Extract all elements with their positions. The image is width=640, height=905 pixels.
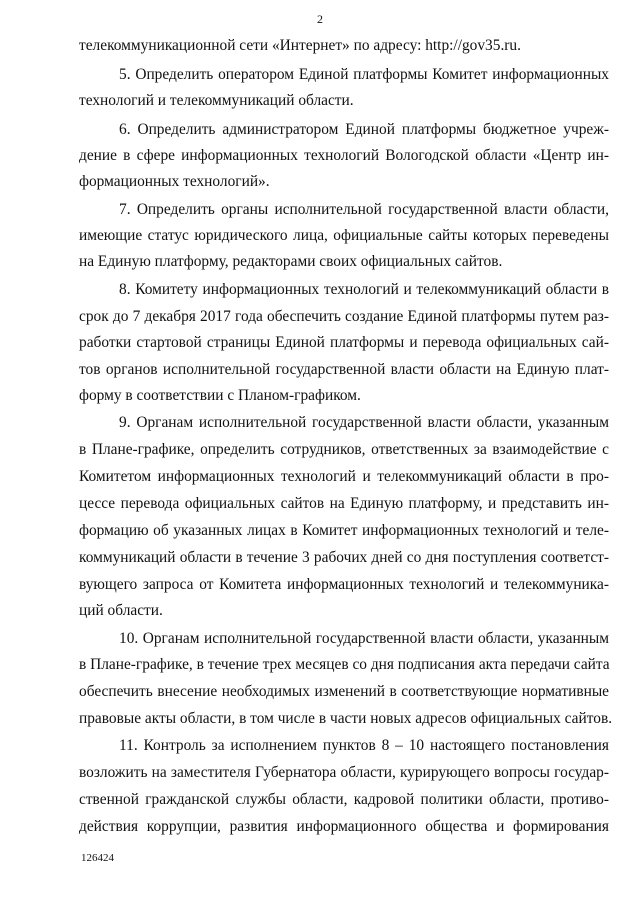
document-code: 126424	[81, 852, 114, 864]
text-line: 9. Органам исполнительной государственной власти области, указанным	[119, 414, 609, 431]
text-line: срок до 7 декабря 2017 года обеспечить создание Единой платформы путем раз-	[79, 308, 609, 325]
text-line: 11. Контроль за исполнением пунктов 8 – 10 настоящего постановления	[119, 737, 609, 754]
text-line: имеющие статус юридического лица, официальные сайты которых переведены	[79, 227, 609, 244]
text-line: правовые акты области, в том числе в части новых адресов официальных сайтов.	[79, 710, 613, 727]
text-line: 6. Определить администратором Единой платформы бюджетное учреж-	[119, 121, 609, 138]
text-line: форму в соответствии с Планом-графиком.	[79, 387, 361, 404]
page-number: 2	[317, 12, 323, 26]
text-line: в Плане-графике, определить сотрудников, ответственных за взаимодействие с	[79, 441, 609, 458]
text-line: действия коррупции, развития информационного общества и формирования	[79, 818, 609, 835]
text-line: цессе перевода официальных сайтов на Единую платформу, и представить ин-	[79, 495, 609, 512]
text-line: ственной гражданской службы области, кадровой политики области, противо-	[79, 791, 609, 808]
text-line: коммуникаций области в течение 3 рабочих дней со дня поступления соответст-	[79, 549, 609, 566]
text-line: тов органов исполнительной государственной власти области на Единую плат-	[79, 361, 609, 378]
text-line: работки стартовой страницы Единой платформы и перевода официальных сай-	[79, 334, 609, 351]
text-line: дение в сфере информационных технологий Вологодской области «Центр ин-	[79, 147, 609, 164]
text-line: формацию об указанных лицах в Комитет информационных технологий и теле-	[79, 522, 609, 539]
text-line: обеспечить внесение необходимых изменений в соответствующие нормативные	[79, 683, 609, 700]
text-line: вующего запроса от Комитета информационных технологий и телекоммуника-	[79, 576, 609, 593]
text-line: 5. Определить оператором Единой платформы Комитет информационных	[119, 66, 609, 83]
text-line: в Плане-графике, в течение трех месяцев со дня подписания акта передачи сайта	[79, 656, 610, 673]
text-line: 8. Комитету информационных технологий и телекоммуникаций области в	[119, 281, 609, 298]
text-line: на Единую платформу, редакторами своих официальных сайтов.	[79, 253, 503, 270]
text-line: Комитетом информационных технологий и телекоммуникаций области в про-	[79, 468, 609, 485]
text-line: формационных технологий».	[79, 173, 270, 190]
text-line: ций области.	[79, 602, 163, 619]
text-line: технологий и телекоммуникаций области.	[79, 92, 354, 109]
text-line: телекоммуникационной сети «Интернет» по адресу: http://gov35.ru.	[79, 37, 521, 54]
text-line: возложить на заместителя Губернатора области, курирующего вопросы государ-	[79, 764, 609, 781]
text-line: 7. Определить органы исполнительной государственной власти области,	[119, 201, 609, 218]
text-line: 10. Органам исполнительной государственной власти области, указанным	[119, 630, 609, 647]
